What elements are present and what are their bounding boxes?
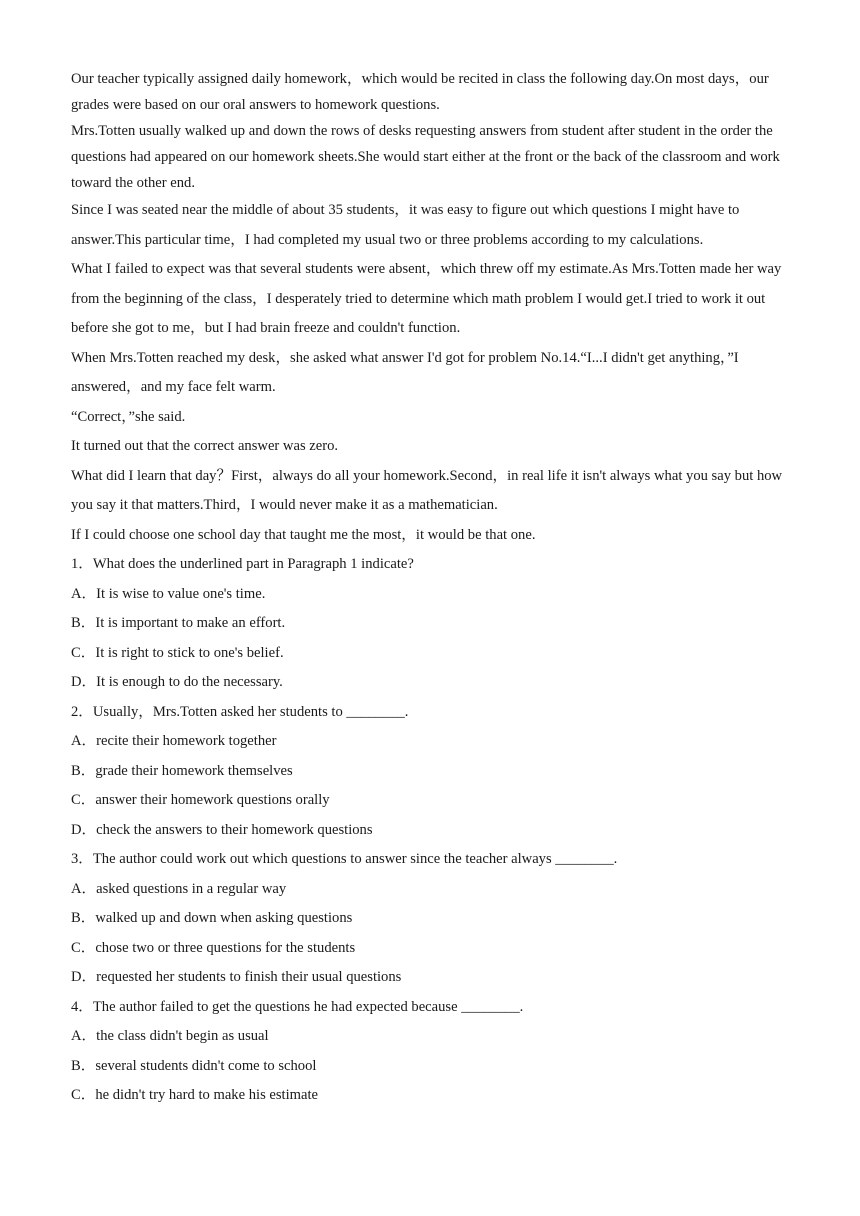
paragraph-5: When Mrs.Totten reached my desk，she asked what answer I'd got for problem No.14.“I...I didn't get anything，”I answered，and my face felt warm.: [71, 349, 739, 395]
option-c: C．answer their homework questions orally: [71, 792, 330, 808]
option-d: D．check the answers to their homework questions: [71, 821, 373, 838]
question-stem: 1．What does the underlined part in Paragraph 1 indicate?: [71, 556, 414, 572]
question-1: [71, 550, 793, 698]
question-3: [71, 845, 793, 993]
option-b: B．grade their homework themselves: [71, 762, 293, 779]
question-2: [71, 698, 793, 846]
question-stem: 2．Usually，Mrs.Totten asked her students to ________.: [71, 703, 409, 720]
option-a: A．the class didn't begin as usual: [71, 1028, 269, 1044]
question-4: [71, 993, 793, 1111]
option-b: B．It is important to make an effort.: [71, 615, 286, 631]
paragraph-3: Since I was seated near the middle of about 35 students，it was easy to figure out which questions I might have to answer.This particular time，I had completed my usual two or three problems according to my calculations.: [71, 202, 740, 248]
document-page: [71, 66, 793, 1111]
paragraph-8: What did I learn that day？First，always do all your homework.Second，in real life it isn't always what you say but how you say it that matters.Third，I would never make it as a mathematician.: [71, 467, 783, 513]
question-stem: 4．The author failed to get the questions he had expected because ________.: [71, 998, 524, 1015]
option-a: A．recite their homework together: [71, 733, 277, 749]
paragraph-4: What I failed to expect was that several students were absent，which threw off my estimate.As Mrs.Totten made her way from the beginning of the class，I desperately tried to determine which math problem I would get.I tried to work it out before she got to me，but I had brain freeze and couldn't function.: [71, 261, 782, 336]
paragraph-7: It turned out that the correct answer was zero.: [71, 438, 339, 454]
paragraph-1: Our teacher typically assigned daily homework，which would be recited in class the following day.On most days，our grades were based on our oral answers to homework questions.: [71, 71, 769, 113]
question-stem: 3．The author could work out which questions to answer since the teacher always ________.: [71, 851, 618, 867]
option-d: D．requested her students to finish their usual questions: [71, 969, 402, 985]
option-a: A．It is wise to value one's time.: [71, 585, 266, 602]
option-b: B．walked up and down when asking questions: [71, 910, 353, 926]
option-c: C．chose two or three questions for the students: [71, 939, 356, 956]
paragraph-9: If I could choose one school day that taught me the most，it would be that one.: [71, 526, 536, 543]
paragraph-2: Mrs.Totten usually walked up and down the rows of desks requesting answers from student after student in the order the questions had appeared on our homework sheets.She would start either at the front or the back of the classroom and work toward the other end.: [71, 123, 780, 191]
option-c: C．It is right to stick to one's belief.: [71, 644, 284, 661]
paragraph-6: “Correct，”she said.: [71, 408, 186, 425]
reading-passage: [71, 66, 793, 550]
option-d: D．It is enough to do the necessary.: [71, 674, 283, 690]
option-a: A．asked questions in a regular way: [71, 880, 287, 897]
question-list: [71, 550, 793, 1111]
option-b: B．several students didn't come to school: [71, 1057, 317, 1074]
option-c: C．he didn't try hard to make his estimate: [71, 1087, 319, 1103]
